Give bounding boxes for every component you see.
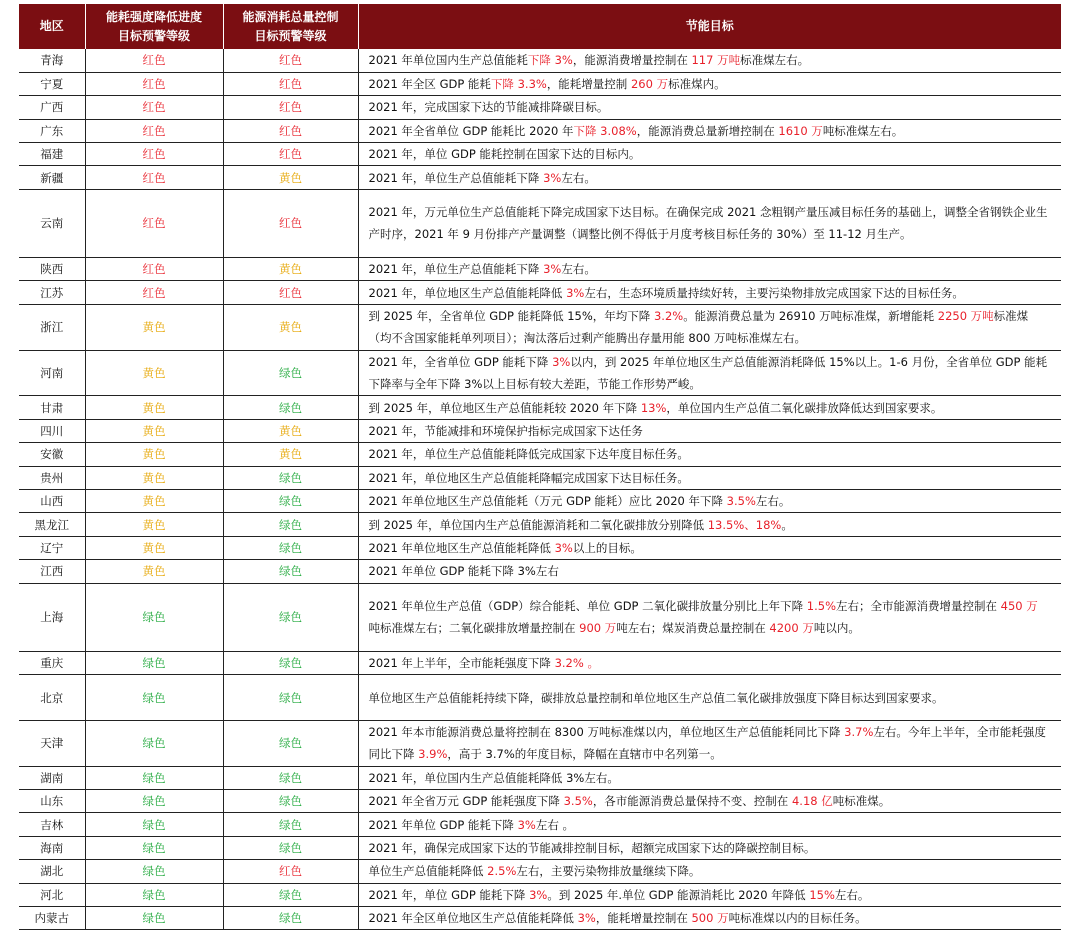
total-level-cell: 绿色 — [223, 883, 358, 906]
header-intensity-line2: 目标预警等级 — [117, 28, 190, 43]
intensity-level-cell: 绿色 — [85, 766, 223, 789]
total-level-cell: 红色 — [223, 860, 358, 883]
goal-highlight: 3% — [517, 817, 536, 832]
table-row — [19, 720, 1061, 766]
goal-cell — [358, 860, 1061, 883]
total-level-cell: 绿色 — [223, 720, 358, 766]
region-cell: 黑龙江 — [19, 513, 85, 536]
goal-cell — [358, 907, 1061, 930]
goal-text: 2021 年，单位 GDP 能耗控制在国家下达的目标内。 — [368, 147, 641, 162]
goal-highlight: 4200 万 — [769, 621, 814, 636]
region-cell: 甘肃 — [19, 396, 85, 419]
total-level-cell: 红色 — [223, 189, 358, 257]
region-cell: 云南 — [19, 189, 85, 257]
table-row — [19, 813, 1061, 836]
goal-cell — [358, 536, 1061, 559]
header-intensity-line1: 能耗强度降低进度 — [105, 9, 202, 24]
table-row — [19, 166, 1061, 189]
goal-cell — [358, 489, 1061, 512]
goal-text: 到 2025 年，单位地区生产总值能耗较 2020 年下降 — [368, 400, 641, 415]
goal-text: 吨标准煤以内的目标任务。 — [728, 911, 867, 926]
region-cell: 吉林 — [19, 813, 85, 836]
table-row — [19, 766, 1061, 789]
region-cell: 山西 — [19, 489, 85, 512]
goal-highlight: 3% — [529, 887, 548, 902]
table-row — [19, 443, 1061, 466]
goal-highlight: 3.2% — [653, 309, 684, 324]
table-row — [19, 119, 1061, 142]
goal-text: 2021 年全区 GDP 能耗 — [368, 77, 491, 92]
goal-text: 以内，到 2025 年单位地区生产总值能源消耗降低 15%以上。1-6 月份，全省单位 GDP 能耗下降率与全年下降 3%以上目标有较大差距，节能工作形势严峻。 — [368, 355, 1048, 391]
goal-highlight: 3% — [566, 285, 585, 300]
goal-text: ，能源消费增量控制在 — [572, 53, 692, 68]
goal-highlight: 下降 3% — [527, 53, 573, 68]
goal-text: 左右。 — [755, 494, 791, 509]
region-cell: 河南 — [19, 350, 85, 396]
intensity-level-cell: 绿色 — [85, 836, 223, 859]
energy-target-table-container — [19, 4, 1061, 930]
table-row — [19, 304, 1061, 350]
header-total-warning — [223, 4, 358, 49]
table-row — [19, 350, 1061, 396]
total-level-cell: 红色 — [223, 281, 358, 304]
intensity-level-cell: 黄色 — [85, 489, 223, 512]
goal-text: 2021 年，完成国家下达的节能减排降碳目标。 — [368, 100, 609, 115]
goal-highlight: 2.5% — [487, 864, 517, 879]
goal-highlight: 13.5%、18% — [707, 517, 782, 532]
goal-highlight: 260 万 — [630, 77, 669, 92]
table-row — [19, 189, 1061, 257]
total-level-cell: 绿色 — [223, 813, 358, 836]
goal-text: 2021 年，单位生产总值能耗下降 — [368, 170, 544, 185]
goal-highlight: 500 万 — [691, 911, 729, 926]
goal-text: 单位地区生产总值能耗持续下降，碳排放总量控制和单位地区生产总值二氧化碳排放强度下降目标达到国家要求。 — [368, 690, 944, 705]
goal-text: 2021 年全区单位地区生产总值能耗降低 — [368, 911, 578, 926]
table-row — [19, 651, 1061, 674]
total-level-cell: 黄色 — [223, 419, 358, 442]
header-goal: 节能目标 — [358, 4, 1061, 49]
goal-cell — [358, 813, 1061, 836]
header-intensity-warning — [85, 4, 223, 49]
goal-cell — [358, 513, 1061, 536]
intensity-level-cell: 黄色 — [85, 443, 223, 466]
total-level-cell: 绿色 — [223, 675, 358, 721]
intensity-level-cell: 红色 — [85, 143, 223, 166]
intensity-level-cell: 红色 — [85, 166, 223, 189]
goal-highlight: 15% — [809, 887, 835, 902]
header-region: 地区 — [19, 4, 85, 49]
total-level-cell: 绿色 — [223, 836, 358, 859]
goal-text: 2021 年，单位 GDP 能耗下降 — [368, 887, 530, 902]
goal-text: 2021 年，万元单位生产总值能耗下降完成国家下达目标。在确保完成 2021 念粗钢产量压减目标任务的基础上，调整全省钢铁企业生产时序，2021 年 9 月份排产产量调整（调整比例不得低于月度考核目标任务的 30%）至 11-12 月生产。 — [368, 205, 1048, 242]
goal-cell — [358, 419, 1061, 442]
total-level-cell: 绿色 — [223, 907, 358, 930]
goal-text: 吨标准煤。 — [832, 794, 891, 809]
region-cell: 青海 — [19, 49, 85, 72]
goal-text: 2021 年，节能减排和环境保护指标完成国家下达任务 — [368, 423, 643, 438]
goal-text: 2021 年单位国内生产总值能耗 — [368, 53, 528, 68]
intensity-level-cell: 绿色 — [85, 907, 223, 930]
goal-text: 2021 年，单位生产总值能耗下降 — [368, 262, 544, 277]
goal-cell — [358, 836, 1061, 859]
energy-target-table — [19, 4, 1061, 930]
goal-cell — [358, 281, 1061, 304]
region-cell: 广西 — [19, 96, 85, 119]
goal-highlight: 3.5% — [563, 794, 593, 809]
total-level-cell: 黄色 — [223, 166, 358, 189]
goal-text: 标准煤（均不含国家能耗单列项目）；淘汰落后过剩产能腾出存量用能 800 万吨标准煤左右。 — [368, 309, 1029, 346]
goal-highlight: 3.5% — [726, 494, 756, 509]
table-row — [19, 258, 1061, 281]
goal-text: 。到 2025 年.单位 GDP 能源消耗比 2020 年降低 — [547, 887, 810, 902]
goal-cell — [358, 72, 1061, 95]
goal-text: ，高于 3.7%的年度目标，降幅在直辖市中名列第一。 — [447, 747, 722, 762]
total-level-cell: 红色 — [223, 143, 358, 166]
intensity-level-cell: 绿色 — [85, 790, 223, 813]
goal-text: 左右。 — [834, 887, 870, 902]
goal-cell — [358, 96, 1061, 119]
intensity-level-cell: 绿色 — [85, 883, 223, 906]
goal-text: 2021 年单位 GDP 能耗下降 3%左右 — [368, 564, 559, 579]
region-cell: 上海 — [19, 583, 85, 651]
goal-highlight: 900 万 — [579, 621, 617, 636]
goal-cell — [358, 258, 1061, 281]
goal-highlight: 117 万吨 — [691, 53, 741, 68]
goal-text: 2021 年全省万元 GDP 能耗强度下降 — [368, 794, 564, 809]
total-level-cell: 黄色 — [223, 258, 358, 281]
total-level-cell: 绿色 — [223, 350, 358, 396]
intensity-level-cell: 黄色 — [85, 513, 223, 536]
goal-cell — [358, 675, 1061, 721]
goal-highlight: 3% — [577, 911, 596, 926]
goal-text: 左右 。 — [535, 817, 574, 832]
goal-text: 左右；全市能源消费增量控制在 — [836, 599, 1001, 614]
table-row — [19, 836, 1061, 859]
table-row — [19, 860, 1061, 883]
goal-cell — [358, 350, 1061, 396]
goal-cell — [358, 396, 1061, 419]
intensity-level-cell: 黄色 — [85, 396, 223, 419]
region-cell: 湖南 — [19, 766, 85, 789]
intensity-level-cell: 黄色 — [85, 560, 223, 583]
table-body — [19, 49, 1061, 930]
region-cell: 四川 — [19, 419, 85, 442]
intensity-level-cell: 绿色 — [85, 813, 223, 836]
goal-text: 2021 年，单位地区生产总值能耗降幅完成国家下达目标任务。 — [368, 470, 689, 485]
region-cell: 福建 — [19, 143, 85, 166]
goal-text: 左右。 — [561, 262, 596, 277]
goal-text: 2021 年单位生产总值（GDP）综合能耗、单位 GDP 二氧化碳排放量分别比上年下降 — [368, 599, 807, 614]
goal-text: 2021 年上半年，全市能耗强度下降 — [368, 655, 555, 670]
goal-text: 2021 年，确保完成国家下达的节能减排控制目标，超额完成国家下达的降碳控制目标。 — [368, 841, 816, 856]
goal-text: ，能耗增量控制 — [546, 77, 631, 92]
goal-cell — [358, 560, 1061, 583]
goal-cell — [358, 49, 1061, 72]
goal-text: 吨左右；煤炭消费总量控制在 — [616, 621, 770, 636]
total-level-cell: 绿色 — [223, 766, 358, 789]
goal-text: 2021 年全省单位 GDP 能耗比 2020 年 — [368, 123, 574, 138]
region-cell: 广东 — [19, 119, 85, 142]
region-cell: 内蒙古 — [19, 907, 85, 930]
intensity-level-cell: 红色 — [85, 96, 223, 119]
region-cell: 宁夏 — [19, 72, 85, 95]
region-cell: 重庆 — [19, 651, 85, 674]
goal-highlight: 3% — [552, 355, 571, 369]
goal-text: ，各市能源消费总量保持不变、控制在 — [592, 794, 792, 809]
goal-cell — [358, 143, 1061, 166]
intensity-level-cell: 红色 — [85, 258, 223, 281]
intensity-level-cell: 绿色 — [85, 720, 223, 766]
goal-text: 。 — [781, 517, 793, 532]
goal-text: 标准煤内。 — [668, 77, 726, 92]
goal-highlight: 3% — [543, 170, 562, 185]
goal-cell — [358, 166, 1061, 189]
intensity-level-cell: 红色 — [85, 119, 223, 142]
table-row — [19, 419, 1061, 442]
goal-text: 2021 年单位地区生产总值能耗降低 — [368, 540, 555, 555]
intensity-level-cell: 黄色 — [85, 419, 223, 442]
goal-cell — [358, 766, 1061, 789]
region-cell: 江苏 — [19, 281, 85, 304]
intensity-level-cell: 红色 — [85, 281, 223, 304]
table-row — [19, 560, 1061, 583]
table-row — [19, 281, 1061, 304]
total-level-cell: 绿色 — [223, 513, 358, 536]
intensity-level-cell: 黄色 — [85, 304, 223, 350]
goal-highlight: 13% — [640, 400, 667, 415]
goal-highlight: 下降 3.08% — [573, 123, 637, 138]
goal-cell — [358, 651, 1061, 674]
table-row — [19, 513, 1061, 536]
goal-text: 到 2025 年，全省单位 GDP 能耗降低 15%，年均下降 — [368, 309, 654, 324]
region-cell: 安徽 — [19, 443, 85, 466]
region-cell: 海南 — [19, 836, 85, 859]
goal-text: 标准煤左右。 — [740, 53, 810, 68]
goal-cell — [358, 119, 1061, 142]
total-level-cell: 绿色 — [223, 536, 358, 559]
region-cell: 陕西 — [19, 258, 85, 281]
region-cell: 河北 — [19, 883, 85, 906]
intensity-level-cell: 绿色 — [85, 675, 223, 721]
intensity-level-cell: 红色 — [85, 49, 223, 72]
table-row — [19, 536, 1061, 559]
table-header — [19, 4, 1061, 49]
intensity-level-cell: 黄色 — [85, 536, 223, 559]
goal-highlight: 3.2% 。 — [554, 655, 599, 670]
goal-text: 单位生产总值能耗降低 — [368, 864, 488, 879]
intensity-level-cell: 绿色 — [85, 583, 223, 651]
table-row — [19, 675, 1061, 721]
region-cell: 江西 — [19, 560, 85, 583]
goal-text: 左右。 — [561, 170, 596, 185]
table-row — [19, 466, 1061, 489]
total-level-cell: 绿色 — [223, 560, 358, 583]
total-level-cell: 绿色 — [223, 396, 358, 419]
total-level-cell: 红色 — [223, 72, 358, 95]
goal-text: 2021 年，全省单位 GDP 能耗下降 — [368, 355, 553, 369]
region-cell: 浙江 — [19, 304, 85, 350]
intensity-level-cell: 绿色 — [85, 651, 223, 674]
goal-cell — [358, 790, 1061, 813]
table-row — [19, 49, 1061, 72]
goal-cell — [358, 189, 1061, 257]
goal-text: 以上的目标。 — [572, 540, 642, 555]
goal-text: 2021 年单位 GDP 能耗下降 — [368, 817, 518, 832]
table-row — [19, 883, 1061, 906]
region-cell: 辽宁 — [19, 536, 85, 559]
goal-text: 吨以内。 — [813, 621, 860, 636]
goal-text: 左右。今年上半年，全市能耗强度同比下降 — [368, 725, 1046, 762]
table-row — [19, 583, 1061, 651]
intensity-level-cell: 黄色 — [85, 350, 223, 396]
goal-highlight: 3.7% — [844, 725, 874, 740]
total-level-cell: 绿色 — [223, 466, 358, 489]
table-row — [19, 96, 1061, 119]
goal-highlight: 1.5% — [806, 599, 837, 614]
goal-cell — [358, 304, 1061, 350]
region-cell: 湖北 — [19, 860, 85, 883]
intensity-level-cell: 绿色 — [85, 860, 223, 883]
total-level-cell: 黄色 — [223, 304, 358, 350]
goal-highlight: 1610 万 — [778, 123, 823, 138]
region-cell: 贵州 — [19, 466, 85, 489]
region-cell: 天津 — [19, 720, 85, 766]
total-level-cell: 绿色 — [223, 651, 358, 674]
intensity-level-cell: 红色 — [85, 189, 223, 257]
total-level-cell: 黄色 — [223, 443, 358, 466]
goal-cell — [358, 883, 1061, 906]
goal-text: 到 2025 年，单位国内生产总值能源消耗和二氧化碳排放分别降低 — [368, 517, 708, 532]
goal-text: 左右，生态环境质量持续好转，主要污染物排放完成国家下达的目标任务。 — [584, 285, 964, 300]
goal-highlight: 3% — [543, 262, 562, 277]
goal-highlight: 2250 万吨 — [937, 309, 994, 324]
goal-text: 2021 年，单位国内生产总值能耗降低 3%左右。 — [368, 770, 619, 785]
table-row — [19, 790, 1061, 813]
total-level-cell: 绿色 — [223, 489, 358, 512]
region-cell: 山东 — [19, 790, 85, 813]
goal-highlight: 450 万 — [1000, 599, 1038, 614]
total-level-cell: 红色 — [223, 119, 358, 142]
table-row — [19, 907, 1061, 930]
goal-text: 2021 年，单位地区生产总值能耗降低 — [368, 285, 567, 300]
total-level-cell: 红色 — [223, 96, 358, 119]
goal-text: 吨标准煤左右；二氧化碳排放增量控制在 — [368, 621, 580, 636]
intensity-level-cell: 黄色 — [85, 466, 223, 489]
goal-text: 吨标准煤左右。 — [822, 123, 904, 138]
goal-text: 左右，主要污染物排放量继续下降。 — [516, 864, 701, 879]
total-level-cell: 红色 — [223, 49, 358, 72]
goal-text: ，单位国内生产总值二氧化碳排放降低达到国家要求。 — [666, 400, 943, 415]
region-cell: 新疆 — [19, 166, 85, 189]
goal-cell — [358, 443, 1061, 466]
goal-highlight: 3% — [554, 540, 573, 555]
table-row — [19, 143, 1061, 166]
table-row — [19, 396, 1061, 419]
goal-highlight: 3.9% — [418, 747, 448, 762]
goal-cell — [358, 720, 1061, 766]
header-total-line1: 能源消耗总量控制 — [242, 9, 339, 24]
goal-text: 。能源消费总量为 26910 万吨标准煤，新增能耗 — [683, 309, 938, 324]
goal-text: 2021 年，单位生产总值能耗降低完成国家下达年度目标任务。 — [368, 447, 689, 462]
goal-text: 2021 年单位地区生产总值能耗（万元 GDP 能耗）应比 2020 年下降 — [368, 494, 727, 509]
region-cell: 北京 — [19, 675, 85, 721]
goal-cell — [358, 466, 1061, 489]
goal-highlight: 4.18 亿 — [791, 794, 833, 809]
goal-text: 2021 年本市能源消费总量将控制在 8300 万吨标准煤以内，单位地区生产总值能耗同比下降 — [368, 725, 845, 740]
goal-cell — [358, 583, 1061, 651]
total-level-cell: 绿色 — [223, 790, 358, 813]
goal-text: ，能耗增量控制在 — [595, 911, 692, 926]
table-row — [19, 489, 1061, 512]
goal-text: ，能源消费总量新增控制在 — [636, 123, 779, 138]
intensity-level-cell: 红色 — [85, 72, 223, 95]
total-level-cell: 绿色 — [223, 583, 358, 651]
header-total-line2: 目标预警等级 — [254, 28, 327, 43]
table-row — [19, 72, 1061, 95]
goal-highlight: 下降 3.3% — [490, 77, 547, 92]
